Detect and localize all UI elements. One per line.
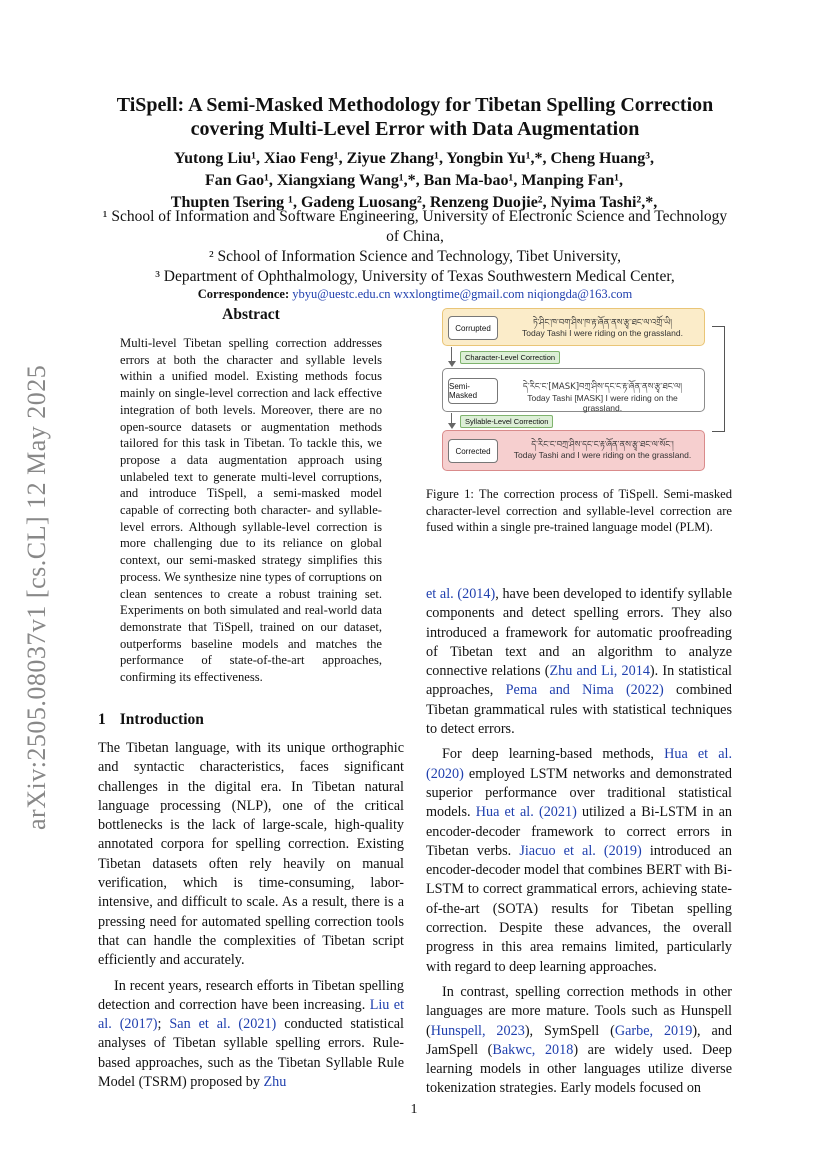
fusion-bracket [712,326,725,432]
citation-jiacuo-2019[interactable]: Jiacuo et al. (2019) [519,842,642,859]
right-paragraph-2 [426,745,732,977]
right-p2-text-a: For deep learning-based methods, [442,746,654,763]
citation-zhu-2014[interactable]: et al. (2014) [426,586,496,602]
corrected-tag: Corrected [448,439,498,463]
figure-1-caption: Figure 1: The correction process of TiSpell. Semi-masked character-level correction and syllable-level correction are fused within a single pre-trained language model (PLM). [426,487,732,535]
corrected-english: Today Tashi and I were riding on the grassland. [513,450,692,460]
affiliation-3: ³ Department of Ophthalmology, University of Texas Southwestern Medical Center, [155,268,675,285]
abstract-heading: Abstract [222,306,280,323]
semi-masked-english: Today Tashi [MASK] I were riding on the grassland. [527,393,678,413]
intro-paragraph-1: The Tibetan language, with its unique orthographic and syntactic characteristics, faces significant challenges in the digital era. In Tibetan natural language processing (NLP), one of the critical bottlenecks is the lack of large-scale, high-quality annotated corpora for spelling correction. Existing Tibetan datasets often rely heavily on manual verification, which is time-consuming, labor-intensive, and difficult to scale. As a result, there is a pressing need for automated spelling correction tools that can handle the complexities of Tibetan script efficiently and accurately. [98,740,404,969]
character-level-step: Character-Level Correction [460,351,560,364]
section-number: 1 [98,711,106,728]
citation-garbe-2019[interactable]: Garbe, 2019 [614,1022,693,1039]
citation-hunspell-2023[interactable]: Hunspell, 2023 [430,1022,525,1039]
semi-masked-box [442,368,705,412]
citation-zhu[interactable]: Zhu [263,1074,287,1091]
right-p2-text-d: introduced an encoder-decoder model that combines BERT with Bi-LSTM to correct grammatical errors, achieving state-of-the-art (SOTA) results for Tibetan spelling correction. Despite these advances, the overall progress in this area remains limited, particularly with regard to deep learning approaches. [426,842,733,975]
affiliations [95,207,735,287]
correspondence-emails[interactable]: ybyu@uestc.edu.cn wxxlongtime@gmail.com niqiongda@163.com [292,287,633,301]
semi-masked-tibetan: དེ་རིང་ང་[MASK]བཀྲ་ཤིས་དང་ང་རྟ་ཞོན་ནས་རྩྭ་ཐང་ལ། [522,382,683,392]
citation-liu-2017[interactable]: Liu et al. (2017) [98,996,405,1033]
flow-arrow-2 [448,423,456,429]
syllable-level-step: Syllable-Level Correction [460,415,553,428]
citation-pema-nima-2022[interactable]: Pema and Nima (2022) [505,682,664,699]
corrected-tibetan: དེ་རིང་ང་བཀྲ་ཤིས་དང་ང་རྟ་ཞོན་ནས་རྩྭ་ཐང་ལ་སོང་། [531,440,674,450]
right-paragraph-1 [426,585,732,739]
figure-1-diagram [430,306,730,476]
author-list [80,148,748,214]
authors-line-3: Thupten Tsering ¹, Gadeng Luosang², Renzeng Duojie², Nyima Tashi²,*, [170,194,658,211]
right-p3-text-b: ), SymSpell ( [524,1022,615,1039]
semi-masked-tag: Semi-Masked [448,378,498,404]
authors-line-1: Yutong Liu¹, Xiao Feng¹, Ziyue Zhang¹, Yongbin Yu¹,*, Cheng Huang³, [174,150,654,167]
correspondence [95,287,735,302]
intro-p2-text-b: conducted statistical analyses of Tibetan syllable spelling errors. Rule-based approaches, such as the Tibetan Syllable Rule Model (TSRM) proposed by [98,1016,404,1091]
corrupted-box [442,308,705,346]
right-p2-text-b: employed LSTM networks and demonstrated superior performance over traditional statistical models. [426,765,732,821]
citation-hua-2020[interactable]: Hua et al. (2020) [426,746,733,782]
title-line-1: TiSpell: A Semi-Masked Methodology for Tibetan Spelling Correction [116,94,714,116]
citation-san-2021[interactable]: San et al. (2021) [169,1016,277,1033]
title-line-2: covering Multi-Level Error with Data Augmentation [190,118,640,140]
affiliation-1: ¹ School of Information and Software Engineering, University of Electronic Science and Technology of China, [102,208,728,245]
intro-paragraph-2: In recent years, research efforts in Tibetan spelling detection and correction have been increasing. Liu et al. (2017); San et al. (2021) conducted statistical analyses of Tibetan syllable spelling errors. Rule-based approaches, such as the Tibetan Syllable Rule Model (TSRM) proposed by Zhu [98,977,405,1091]
page-number: 1 [410,1102,418,1117]
right-p3-text-a: In contrast, spelling correction methods in other languages are more mature. Tools such as Hunspell ( [426,983,732,1039]
corrupted-tag: Corrupted [448,316,498,340]
right-p1-text-a: , have been developed to identify syllable components and detect spelling errors. They also introduced a framework for automatic proofreading of Tibetan text and an algorithm to analyze connective relations ( [426,586,732,680]
citation-zhu-li-2014[interactable]: Zhu and Li, 2014 [549,663,650,680]
flow-arrow-1 [448,361,456,367]
affiliation-2: ² School of Information Science and Technology, Tibet University, [209,248,621,265]
right-p2-text-c: utilized a Bi-LSTM in an encoder-decoder framework to correct errors in Tibetan verbs. [426,804,733,859]
authors-line-2: Fan Gao¹, Xiangxiang Wang¹,*, Ban Ma-bao¹, Manping Fan¹, [204,172,624,189]
right-paragraph-3 [426,983,732,1099]
corrupted-english: Today Tashi I were riding on the grassland. [522,328,683,338]
intro-right-column [426,585,732,1099]
paper-title [60,93,770,141]
abstract-body: Multi-level Tibetan spelling correction addresses errors at both the character and syllable levels within a unified model. Existing methods focus mainly on single-level correction and lack effective integration of both levels. Moreover, there are no open-source datasets or augmentation methods tailored for this task in Tibetan. To tackle this, we propose a data augmentation approach using unlabeled text to generate multi-level corruptions, and introduce TiSpell, a semi-masked model capable of correcting both character- and syllable-level errors. Although syllable-level correction is more challenging due to its reliance on global context, our semi-masked strategy simplifies this process. We synthesize nine types of corruptions on clean sentences to create a robust training set. Experiments on both simulated and real-world data demonstrate that TiSpell, trained on our dataset, outperforms baseline models and matches the performance of state-of-the-art approaches, confirming its effectiveness. [120,336,382,685]
citation-bakwc-2018[interactable]: Bakwc, 2018 [492,1041,574,1058]
right-p3-text-d: ) are widely used. Deep learning models in other languages utilize diverse tokenization strategies. Early models focused on [426,1041,732,1097]
arxiv-side-stamp: arXiv:2505.08037v1 [cs.CL] 12 May 2025 [22,364,51,830]
corrected-box [442,430,705,471]
section-heading-introduction [98,711,218,729]
section-title: Introduction [119,711,204,728]
intro-left-column [98,739,404,1092]
corrupted-tibetan: ཏེ་ཤིང་ཁ་བག་ཤིས་ཁ་རྟ་ཞོན་ནས་རྩྭ་ཐང་ལ་འགྲོ་ཡི། [532,318,673,328]
right-p1-text-b: ). In statistical approaches, [426,663,732,699]
right-p3-text-c: ), and JamSpell ( [426,1022,732,1058]
correspondence-label: Correspondence: [197,287,290,301]
right-p1-text-c: combined Tibetan grammatical rules with statistical techniques to detect errors. [426,682,732,738]
intro-p2-text-a: In recent years, research efforts in Tibetan spelling detection and correction have been increasing. [98,977,404,1013]
citation-hua-2021[interactable]: Hua et al. (2021) [475,804,577,821]
